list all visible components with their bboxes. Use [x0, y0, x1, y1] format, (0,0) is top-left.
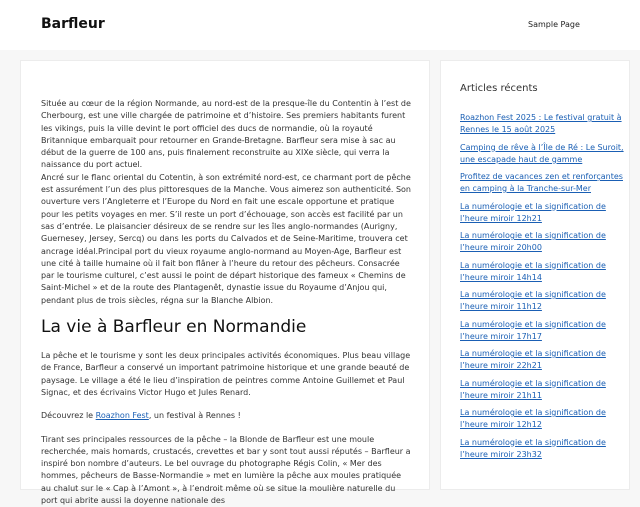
- recent-article-link[interactable]: Camping de rêve à l’Île de Ré : Le Suroit, une escapade haut de gamme: [460, 142, 624, 164]
- list-item: [460, 260, 625, 284]
- recent-articles-title: Articles récents: [460, 83, 538, 94]
- paragraph-discover: [41, 410, 411, 422]
- list-item: [460, 230, 625, 254]
- recent-article-link[interactable]: La numérologie et la signification de l’heure miroir 22h21: [460, 349, 606, 370]
- recent-article-link[interactable]: Profitez de vacances zen et renforçantes en camping à la Tranche-sur-Mer: [460, 172, 623, 193]
- list-item: [460, 407, 625, 431]
- main-article: [20, 60, 430, 506]
- discover-suffix: , un festival à Rennes !: [148, 411, 241, 421]
- list-item: [460, 112, 625, 136]
- recent-article-link[interactable]: La numérologie et la signification de l’heure miroir 12h21: [460, 201, 606, 223]
- recent-articles-list: [460, 112, 625, 466]
- article-intro: Située au cœur de la région Normande, au nord-est de la presque-île du Contentin à l’est de Cherbourg, est une ville chargée de patrimoine et d’histoire. Ses premiers habitants furent les vikings, puis la ville devint le port officiel des ducs de normandie, où la royauté Britannique embarquait pour retourner en Grande-Bretagne. Barfleur sera mise à sac au début de la guerre de 100 ans, puis finalement reconstruite au XIXe siècle, qui verra la naissance du port actuel.: [41, 99, 411, 170]
- recent-article-link[interactable]: La numérologie et la signification de l’heure miroir 23h32: [460, 437, 606, 459]
- site-title-link[interactable]: Barfleur: [41, 16, 105, 32]
- list-item: [460, 378, 625, 402]
- site-header: [0, 0, 640, 50]
- paragraph-tourism: La pêche et le tourisme y sont les deux principales activités économiques. Plus beau village de France, Barfleur a conservé un important patrimoine historique et une grande beauté de paysage. Le village a été le lieu d’inspiration de peintres comme Antoine Guillemet et Paul Signac, et des écrivains Victor Hugo et Jules Renard.: [41, 351, 411, 397]
- recent-article-link[interactable]: La numérologie et la signification de l’heure miroir 14h14: [460, 260, 606, 282]
- roazhon-fest-link[interactable]: Roazhon Fest: [95, 411, 149, 421]
- article-content: [41, 98, 411, 507]
- list-item: [460, 319, 625, 343]
- list-item: [460, 348, 625, 372]
- list-item: [460, 201, 625, 225]
- list-item: [460, 171, 625, 195]
- recent-article-link[interactable]: La numérologie et la signification de l’heure miroir 17h17: [460, 319, 606, 341]
- recent-article-link[interactable]: La numérologie et la signification de l’heure miroir 12h12: [460, 408, 606, 429]
- list-item: [460, 142, 625, 166]
- paragraph-fishing: Tirant ses principales ressources de la pêche – la Blonde de Barfleur est une moule recherchée, mais homards, crustacés, crevettes et bar y sont tout aussi réputés – Barfleur a inspiré bon nombre d’auteurs. Le bel ouvrage du photographe Régis Colin, « Mer des hommes, pêcheurs de Basse-Normandie » met en lumière la pêche aux moules pratiquée au chalut sur le « Cap à l’Amont », à l’endroit même où se situe la moulière naturelle du port qui abrite aussi la doyenne nationale des: [41, 434, 411, 506]
- recent-article-link[interactable]: La numérologie et la signification de l’heure miroir 11h12: [460, 290, 606, 311]
- recent-article-link[interactable]: La numérologie et la signification de l’heure miroir 20h00: [460, 231, 606, 252]
- recent-article-link[interactable]: Roazhon Fest 2025 : Le festival gratuit à Rennes le 15 août 2025: [460, 113, 622, 134]
- list-item: [460, 437, 625, 461]
- article-intro-2: Ancré sur le flanc oriental du Cotentin, à son extrémité nord-est, ce charmant port de pêche est assurément l’un des plus pittoresques de la Manche. Vous aimerez son authenticité. Son ouverture vers l’Angleterre et l’Europe du Nord en fait une escale opportune et pratique pour les petits voyages en mer. S’il reste un port d’échouage, son accès est facilité par un sas d’entrée. Le plaisancier désireux de se rendre sur les îles anglo-normandes (Aurigny, Guernesey, Jersey, Sercq) ou dans les ports du Calvados et de Seine-Maritime, trouvera cet ancrage idéal.Principal port du vieux royaume anglo-normand au Moyen-Age, Barfleur est une cité à taille humaine où il fait bon flâner à l’heure du retour des pêcheurs. Consacrée par le tourisme culturel, c’est aussi le point de départ historique des fameux « Chemins de Saint-Michel » et de la route des Plantagenêt, dynastie issue du Royaume d’Anjou qui, pendant plus de trois siècles, régna sur la Blanche Albion.: [41, 172, 411, 305]
- section-title: La vie à Barfleur en Normandie: [41, 317, 307, 338]
- discover-prefix: Découvrez le: [41, 411, 96, 421]
- nav-link-sample-page[interactable]: Sample Page: [528, 20, 580, 29]
- recent-article-link[interactable]: La numérologie et la signification de l’heure miroir 21h11: [460, 378, 606, 400]
- list-item: [460, 289, 625, 313]
- sidebar: [440, 60, 630, 490]
